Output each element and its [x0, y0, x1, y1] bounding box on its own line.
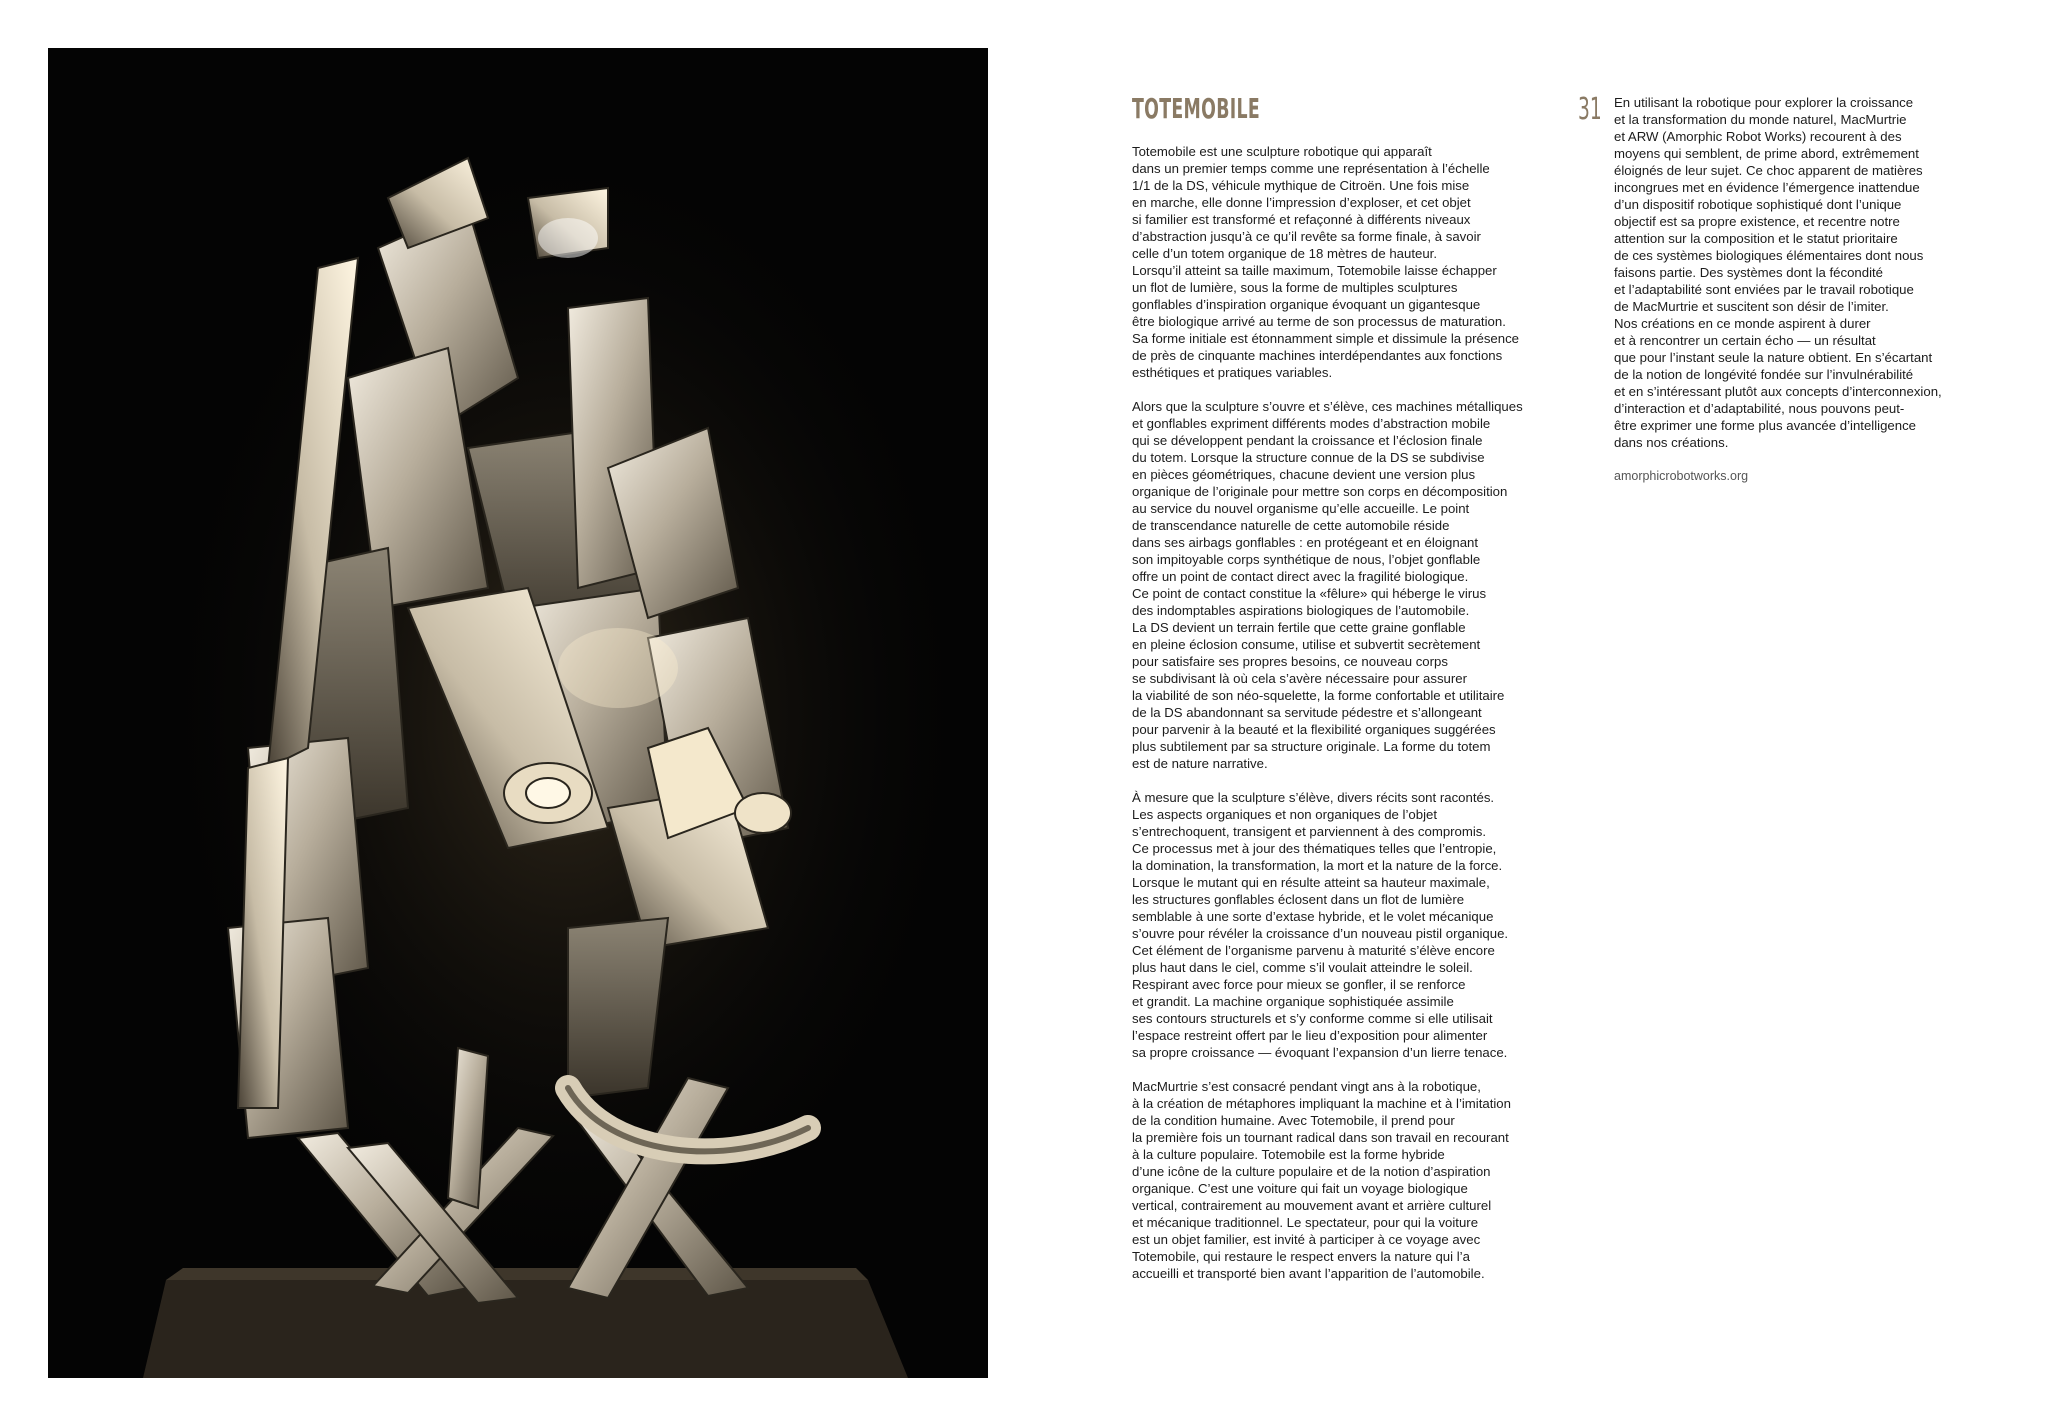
right-text-column	[1614, 94, 2004, 502]
sculpture-photo	[48, 48, 988, 1378]
main-text-column	[1132, 143, 1572, 1299]
paragraph: En utilisant la robotique pour explorer la croissance et la transformation du monde naturel, MacMurtrie et ARW (Amorphic Robot Works) recourent à des moyens qui semblent, de prime abord, extrêmement éloignés de leur sujet. Ce choc apparent de matières incongrues met en évidence l’émergence inattendue d’un dispositif robotique sophistiqué dont l’unique objectif est sa propre existence, et recentre notre attention sur la composition et le statut prioritaire de ces systèmes biologiques élémentaires dont nous faisons partie. Des systèmes dont la fécondité et l’adaptabilité sont enviées par le travail robotique de MacMurtrie et suscitent son désir de l’imiter. Nos créations en ce monde aspirent à durer et à rencontrer un certain écho — un résultat que pour l’instant seule la nature obtient. En s’écartant de la notion de longévité fondée sur l’invulnérabilité et en s’intéressant plutôt aux concepts d’interconnexion, d’interaction et d’adaptabilité, nous pouvons peut- être exprimer une forme plus avancée d’intelligence dans nos créations.	[1614, 95, 1942, 450]
page-number: 31	[1578, 92, 1602, 127]
paragraph: MacMurtrie s’est consacré pendant vingt ans à la robotique, à la création de métaphores impliquant la machine et à l’imitation de la condition humaine. Avec Totemobile, il prend pour la première fois un tournant radical dans son travail en recourant à la culture populaire. Totemobile est la forme hybride d’une icône de la culture populaire et de la notion d’aspiration organique. C’est une voiture qui fait un voyage biologique vertical, contrairement au mouvement avant et arrière culturel et mécanique traditionnel. Le spectateur, pour qui la voiture est un objet familier, est invité à participer à ce voyage avec Totemobile, qui restaure le respect envers la nature qui l’a accueilli et transporté bien avant l’apparition de l’automobile.	[1132, 1079, 1511, 1281]
page-title: TOTEMOBILE	[1132, 92, 1261, 125]
website-link[interactable]: amorphicrobotworks.org	[1614, 469, 1749, 483]
paragraph: À mesure que la sculpture s’élève, divers récits sont racontés. Les aspects organiques et non organiques de l’objet s’entrechoquent, transigent et parviennent à des compromis. Ce processus met à jour des thématiques telles que l’entropie, la domination, la transformation, la mort et la nature de la force. Lorsque le mutant qui en résulte atteint sa hauteur maximale, les structures gonflables éclosent dans un flot de lumière semblable à une sorte d’extase hybride, et le volet mécanique s’ouvre pour révéler la croissance d’un nouveau pistil organique. Cet élément de l’organisme parvenu à maturité s’élève encore plus haut dans le ciel, comme s’il voulait atteindre le soleil. Respirant avec force pour mieux se gonfler, il se renforce et grandit. La machine organique sophistiquée assimile ses contours structurels et s’y conforme comme si elle utilisait l’espace restreint offert par le lieu d’exposition pour alimenter sa propre croissance — évoquant l’expansion d’un lierre tenace.	[1132, 790, 1509, 1060]
paragraph: Totemobile est une sculpture robotique qui apparaît dans un premier temps comme une représentation à l’échelle 1/1 de la DS, véhicule mythique de Citroën. Une fois mise en marche, elle donne l’impression d’exploser, et cet objet si familier est transformé et refaçonné à différents niveaux d’abstraction jusqu’à ce qu’il revête sa forme finale, à savoir celle d’un totem organique de 18 mètres de hauteur. Lorsqu’il atteint sa taille maximum, Totemobile laisse échapper un flot de lumière, sous la forme de multiples sculptures gonflables d’inspiration organique évoquant un gigantesque être biologique arrivé au terme de son processus de maturation. Sa forme initiale est étonnamment simple et dissimule la présence de près de cinquante machines interdépendantes aux fonctions esthétiques et pratiques variables.	[1132, 144, 1520, 380]
robotic-sculpture-photo-icon	[48, 48, 988, 1378]
paragraph: Alors que la sculpture s’ouvre et s’élève, ces machines métalliques et gonflables expriment différents modes d’abstraction mobile qui se développent pendant la croissance et l’éclosion finale du totem. Lorsque la structure connue de la DS se subdivise en pièces géométriques, chacune devient une version plus organique de l’originale pour mettre son corps en décomposition au service du nouvel organisme qu’elle accueille. Le point de transcendance naturelle de cette automobile réside dans ses airbags gonflables : en protégeant et en éloignant son impitoyable corps synthétique de nous, l’objet gonflable offre un point de contact direct avec la fragilité biologique. Ce point de contact constitue la «fêlure» qui héberge le virus des indomptables aspirations biologiques de l’automobile. La DS devient un terrain fertile que cette graine gonflable en pleine éclosion consume, utilise et subvertit secrètement pour satisfaire ses propres besoins, ce nouveau corps se subdivisant là où cela s’avère nécessaire pour assurer la viabilité de son néo-squelette, la forme confortable et utilitaire de la DS abandonnant sa servitude pédestre et s’allongeant pour parvenir à la beauté et la flexibilité organiques suggérées plus subtilement par sa structure originale. La forme du totem est de nature narrative.	[1132, 399, 1523, 771]
